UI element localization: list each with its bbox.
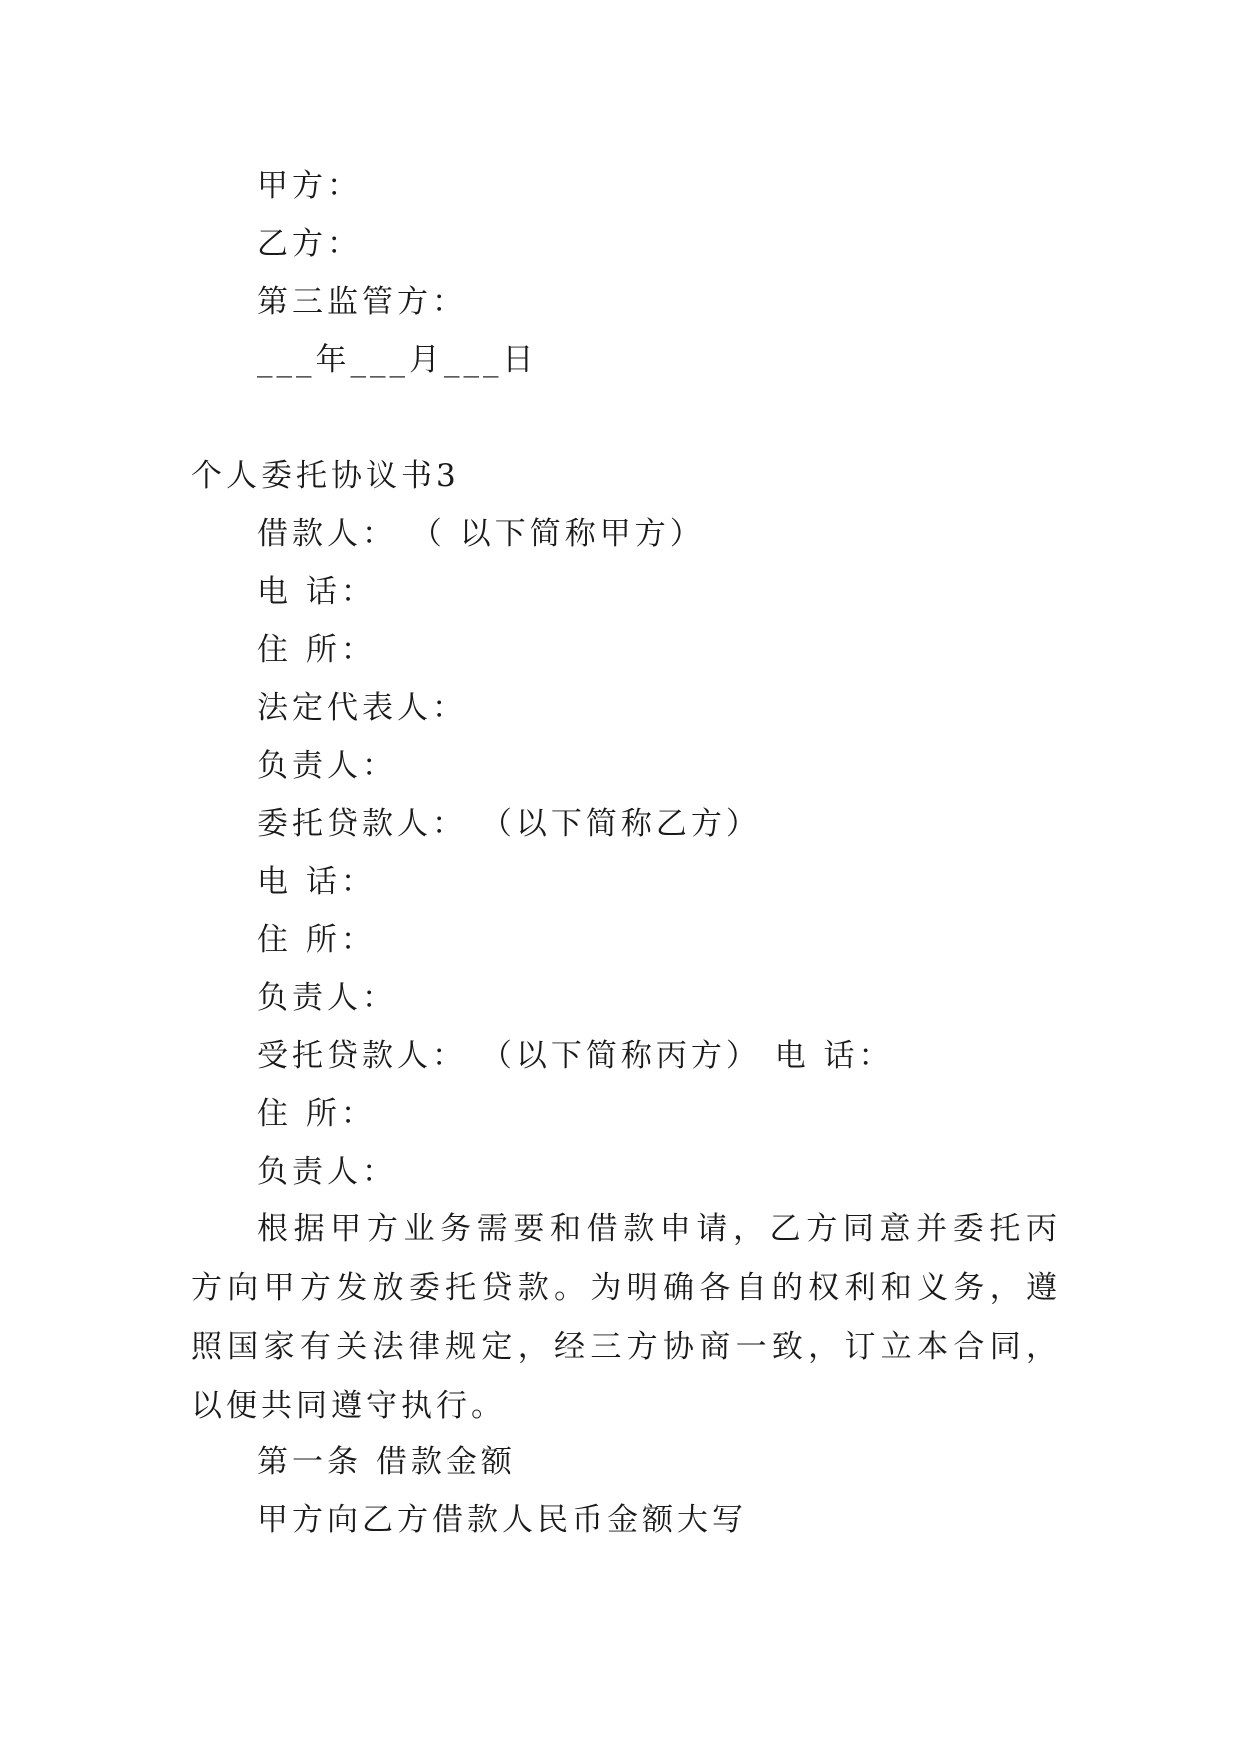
- entrusted-responsible-line: 负责人：: [257, 1154, 397, 1190]
- party-b-label: 乙方：: [257, 226, 362, 262]
- party-a-label: 甲方：: [257, 168, 362, 204]
- borrower-line: 借款人： （ 以下简称甲方）: [257, 516, 705, 552]
- entrusting-address-line: 住 所：: [257, 922, 376, 958]
- third-supervisor-label: 第三监管方：: [257, 284, 467, 320]
- borrower-address-line: 住 所：: [257, 632, 376, 668]
- borrower-phone-line: 电 话：: [257, 574, 376, 610]
- borrower-responsible-line: 负责人：: [257, 748, 397, 784]
- date-line: ___年___月___日: [257, 342, 538, 378]
- entrusting-phone-line: 电 话：: [257, 864, 376, 900]
- entrusting-responsible-line: 负责人：: [257, 980, 397, 1016]
- entrusted-lender-line: 受托贷款人： （以下简称丙方） 电 话：: [257, 1038, 894, 1074]
- legal-representative-line: 法定代表人：: [257, 690, 467, 726]
- entrusted-address-line: 住 所：: [257, 1096, 376, 1132]
- entrusting-lender-line: 委托贷款人： （以下简称乙方）: [257, 806, 761, 842]
- agreement-title: 个人委托协议书3: [191, 458, 460, 494]
- preamble-paragraph: 根据甲方业务需要和借款申请，乙方同意并委托丙方向甲方发放委托贷款。为明确各自的权利和义务，遵照国家有关法律规定，经三方协商一致，订立本合同，以便共同遵守执行。: [191, 1211, 1061, 1424]
- article1-heading: 第一条 借款金额: [257, 1444, 516, 1480]
- article1-text: 甲方向乙方借款人民币金额大写: [257, 1502, 747, 1538]
